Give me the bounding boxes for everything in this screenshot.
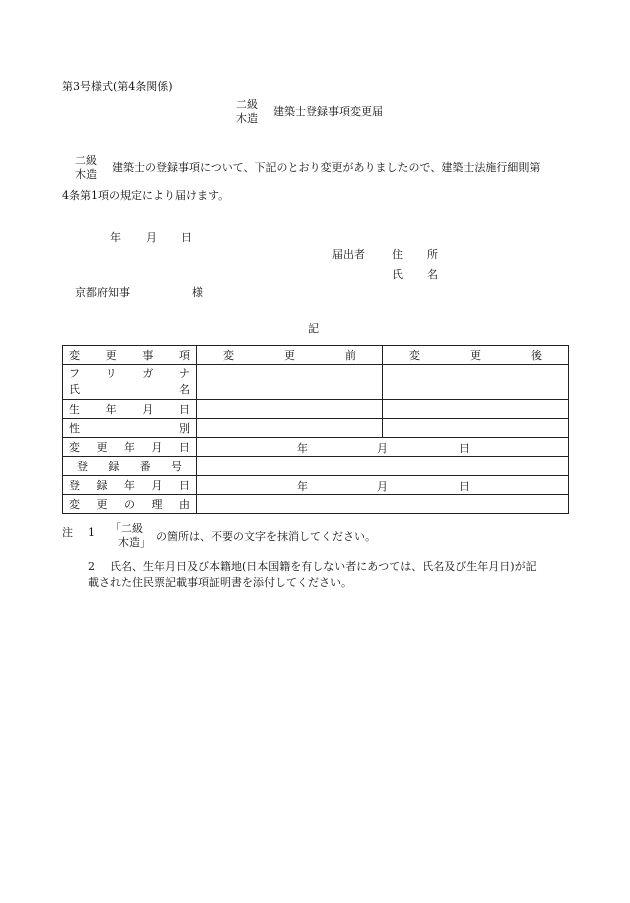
addressee-honorific: 様 (192, 286, 203, 299)
note-2-number: 2 (88, 560, 95, 573)
applicant-address-a: 住 (392, 248, 403, 261)
ki-heading: 記 (308, 322, 319, 335)
header-after-char: 変 (409, 349, 420, 362)
reason-char: 更 (96, 498, 108, 511)
notes-label: 注 (62, 526, 73, 539)
applicant-name-a: 氏 (392, 268, 403, 281)
change-date-char: 月 (151, 441, 163, 454)
birthdate-before-field[interactable] (197, 400, 383, 419)
table-row-sex (63, 419, 569, 438)
reason-char: 変 (69, 498, 80, 511)
row-label-birthdate (63, 400, 197, 419)
furigana-char: ナ (178, 367, 190, 380)
header-before-char: 変 (223, 349, 234, 362)
row-label-sex (63, 419, 197, 438)
sex-after-field[interactable] (383, 419, 569, 438)
form-title: 建築士登録事項変更届 (273, 105, 383, 118)
change-date-char: 年 (124, 441, 135, 454)
reg-date-char: 年 (124, 479, 135, 492)
change-table (62, 345, 569, 514)
birthdate-char: 生 (69, 403, 80, 416)
reason-char: 由 (179, 498, 190, 511)
title-kind-top: 二級 (236, 98, 258, 111)
reg-number-char: 登 (77, 460, 88, 473)
reg-number-char: 録 (108, 460, 120, 473)
form-number: 第3号様式(第4条関係) (62, 80, 173, 93)
row-label-change-date (63, 438, 197, 457)
reason-char: の (124, 498, 135, 511)
sex-char: 性 (69, 422, 80, 435)
name-after-field[interactable] (383, 365, 569, 400)
table-row-name (63, 365, 569, 400)
row-label-reg-date (63, 476, 197, 495)
reg-date-char: 録 (96, 479, 108, 492)
reg-date-field[interactable] (197, 476, 569, 495)
change-date-char: 日 (179, 441, 190, 454)
reg-date-day: 日 (459, 480, 470, 493)
name-char: 名 (179, 383, 190, 396)
change-date-field[interactable] (197, 438, 569, 457)
header-item-cell (63, 346, 197, 365)
body-kind-top: 二級 (75, 154, 97, 167)
change-date-char: 更 (96, 441, 108, 454)
change-date-year: 年 (297, 442, 308, 455)
reg-date-char: 月 (151, 479, 163, 492)
change-date-month: 月 (377, 442, 388, 455)
change-date-char: 変 (69, 441, 80, 454)
date-day: 日 (181, 231, 192, 244)
birthdate-after-field[interactable] (383, 400, 569, 419)
note-2-line-1: 氏名、生年月日及び本籍地(日本国籍を有しない者にあつては、氏名及び生年月日)が記 (110, 560, 537, 573)
table-row-change-date (63, 438, 569, 457)
birthdate-char: 日 (178, 403, 190, 416)
note-1-kind-block (110, 522, 151, 550)
header-after-char: 後 (531, 349, 542, 362)
body-kind-block (75, 154, 97, 182)
furigana-char: ガ (142, 367, 154, 380)
reg-number-field[interactable] (197, 457, 569, 476)
reg-date-year: 年 (297, 480, 308, 493)
body-line-2: 4条第1項の規定により届けます。 (62, 189, 230, 202)
header-before-char: 前 (345, 349, 356, 362)
table-row-reg-number (63, 457, 569, 476)
date-month: 月 (146, 231, 157, 244)
header-item-char: 事 (142, 349, 154, 362)
applicant-name-b: 名 (427, 268, 438, 281)
furigana-char: リ (105, 367, 117, 380)
date-year: 年 (110, 231, 121, 244)
row-label-furigana-name (63, 365, 197, 400)
body-kind-stack (75, 154, 97, 182)
change-date-day: 日 (459, 442, 470, 455)
applicant-label: 届出者 (332, 248, 365, 261)
note-1-text: の箇所は、不要の文字を抹消してください。 (156, 530, 376, 543)
header-item-char: 変 (69, 349, 80, 362)
furigana-char: フ (69, 367, 80, 380)
table-row-reg-date (63, 476, 569, 495)
reason-field[interactable] (197, 495, 569, 514)
table-row-reason (63, 495, 569, 514)
birthdate-char: 月 (142, 403, 154, 416)
header-after-char: 更 (470, 349, 481, 362)
row-label-reg-number (63, 457, 197, 476)
sex-char: 別 (179, 422, 190, 435)
form-title-block (236, 98, 258, 126)
table-header-row (63, 346, 569, 365)
reg-date-month: 月 (377, 480, 388, 493)
name-before-field[interactable] (197, 365, 383, 400)
note-2-line-2: 載された住民票記載事項証明書を添付してください。 (88, 576, 352, 589)
header-before-char: 更 (284, 349, 295, 362)
note-1-kind-stack (110, 522, 151, 550)
reg-number-char: 号 (170, 460, 182, 473)
body-kind-bottom: 木造 (75, 168, 97, 181)
title-kind-stack (236, 98, 258, 126)
body-line-1: 建築士の登録事項について、下記のとおり変更がありましたので、建築士法施行細則第 (112, 161, 541, 174)
row-label-reason (63, 495, 197, 514)
addressee-governor: 京都府知事 (75, 286, 130, 299)
name-char: 氏 (69, 383, 80, 396)
header-before-cell (197, 346, 383, 365)
header-item-char: 項 (178, 349, 190, 362)
note-1-kind-open: 「二級 (110, 522, 143, 535)
reg-number-char: 番 (139, 460, 151, 473)
sex-before-field[interactable] (197, 419, 383, 438)
note-1-number: 1 (88, 526, 95, 539)
header-item-char: 更 (105, 349, 117, 362)
reg-date-char: 日 (179, 479, 190, 492)
header-after-cell (383, 346, 569, 365)
title-kind-bottom: 木造 (236, 112, 258, 125)
reason-char: 理 (151, 498, 163, 511)
note-1-kind-close: 木造」 (118, 536, 151, 549)
table-row-birthdate (63, 400, 569, 419)
birthdate-char: 年 (105, 403, 117, 416)
applicant-address-b: 所 (427, 248, 438, 261)
reg-date-char: 登 (69, 479, 80, 492)
